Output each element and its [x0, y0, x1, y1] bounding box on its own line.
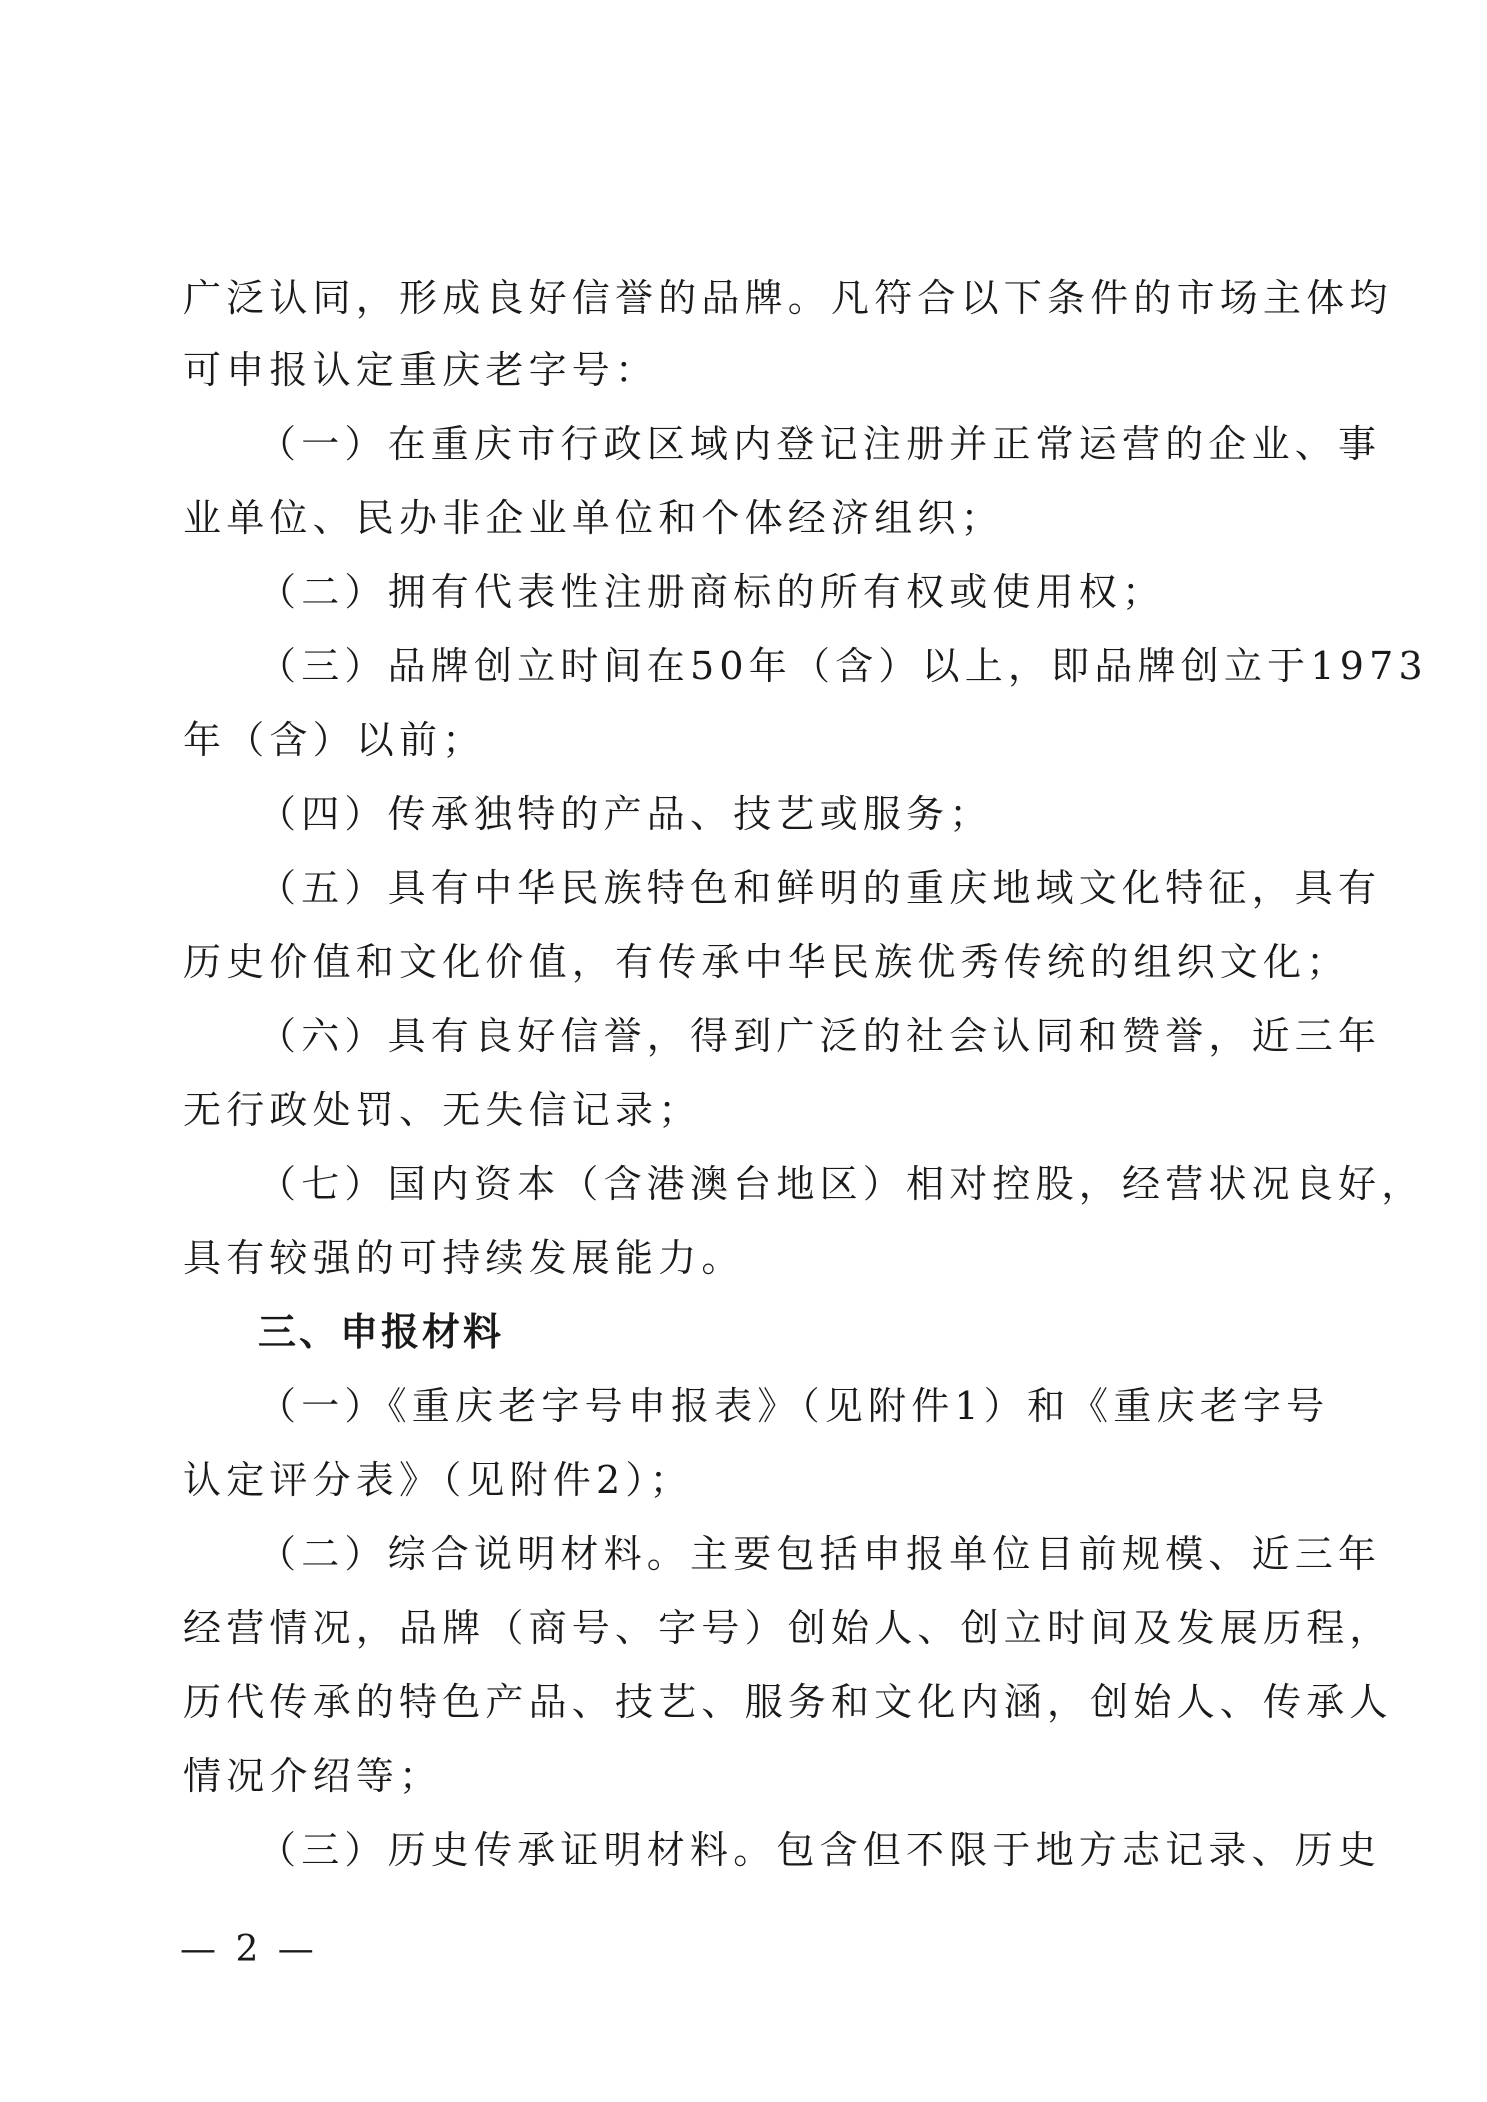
text-line: 经营情况，品牌（商号、字号）创始人、创立时间及发展历程， [183, 1606, 1393, 1650]
list-item: （五）具有中华民族特色和鲜明的重庆地域文化特征，具有 [258, 866, 1382, 910]
list-item: （三）品牌创立时间在50年（含）以上，即品牌创立于1973 [258, 644, 1428, 688]
text-line: 无行政处罚、无失信记录； [183, 1088, 702, 1132]
list-item: （七）国内资本（含港澳台地区）相对控股，经营状况良好， [258, 1162, 1425, 1206]
text-line: 情况介绍等； [183, 1754, 443, 1798]
text-line: 具有较强的可持续发展能力。 [183, 1236, 745, 1280]
section-heading: 三、申报材料 [258, 1310, 505, 1354]
list-item: （二）综合说明材料。主要包括申报单位目前规模、近三年 [258, 1532, 1382, 1576]
page-number: — 2 — [180, 1929, 318, 1970]
text-line: 广泛认同，形成良好信誉的品牌。凡符合以下条件的市场主体均 [183, 276, 1393, 320]
text-line: 历史价值和文化价值，有传承中华民族优秀传统的组织文化； [183, 940, 1350, 984]
list-item: （二）拥有代表性注册商标的所有权或使用权； [258, 570, 1166, 614]
text-line: 业单位、民办非企业单位和个体经济组织； [183, 496, 1004, 540]
text-line: 历代传承的特色产品、技艺、服务和文化内涵，创始人、传承人 [183, 1680, 1393, 1724]
text-line: 年（含）以前； [183, 718, 486, 762]
list-item: （一）《重庆老字号申报表》（见附件1）和《重庆老字号 [258, 1384, 1330, 1428]
text-line: 可申报认定重庆老字号： [183, 348, 659, 392]
list-item: （一）在重庆市行政区域内登记注册并正常运营的企业、事 [258, 422, 1382, 466]
list-item: （四）传承独特的产品、技艺或服务； [258, 792, 993, 836]
list-item: （三）历史传承证明材料。包含但不限于地方志记录、历史 [258, 1828, 1382, 1872]
text-line: 认定评分表》（见附件2）； [183, 1458, 693, 1502]
list-item: （六）具有良好信誉，得到广泛的社会认同和赞誉，近三年 [258, 1014, 1382, 1058]
